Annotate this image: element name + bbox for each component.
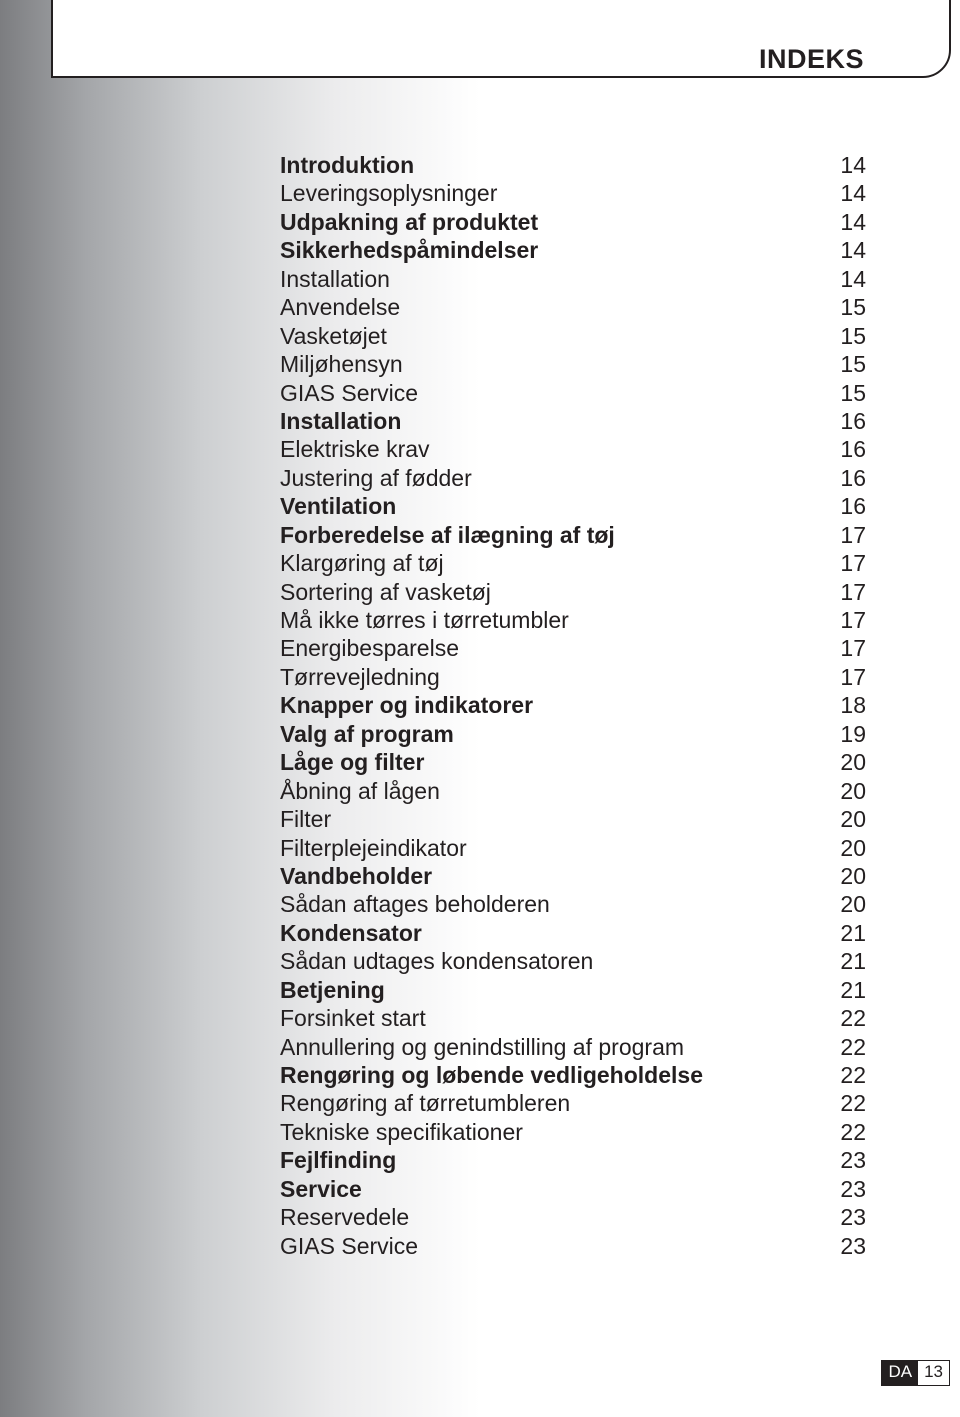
toc-entry-title: Filterplejeindikator [280, 834, 467, 861]
toc-entry-page: 15 [840, 322, 866, 349]
toc-entry-page: 16 [840, 407, 866, 434]
toc-entry-title: GIAS Service [280, 379, 419, 406]
toc-entry-title: Installation [280, 265, 390, 292]
toc-entry-page: 17 [840, 578, 866, 605]
toc-entry-title: Installation [280, 407, 402, 434]
toc-entry[interactable] [280, 265, 866, 293]
toc-entry-title: Forsinket start [280, 1005, 426, 1032]
toc-entry-page: 15 [840, 379, 866, 406]
toc-entry[interactable] [280, 748, 866, 776]
toc-entry[interactable] [280, 1203, 866, 1231]
toc-entry-title: Elektriske krav [280, 436, 430, 463]
toc-entry[interactable] [280, 322, 866, 350]
toc-entry[interactable] [280, 663, 866, 691]
toc-entry-page: 20 [840, 862, 866, 889]
toc-entry-page: 22 [840, 1062, 866, 1088]
toc-entry-page: 21 [840, 976, 866, 1003]
toc-entry-page: 16 [840, 436, 866, 463]
toc-entry-title: Vasketøjet [280, 322, 387, 349]
toc-entry-page: 23 [840, 1232, 866, 1259]
toc-entry-page: 22 [840, 1033, 866, 1060]
toc-entry-title: Sådan aftages beholderen [280, 891, 550, 918]
table-of-contents [280, 151, 866, 1260]
toc-entry-title: Service [280, 1175, 362, 1202]
toc-entry-title: Sortering af vasketøj [280, 578, 491, 605]
toc-entry[interactable] [280, 890, 866, 918]
toc-entry-page: 14 [840, 208, 866, 235]
toc-entry[interactable] [280, 834, 866, 862]
toc-entry[interactable] [280, 691, 866, 719]
toc-entry-title: Knapper og indikatorer [280, 692, 534, 719]
toc-entry-page: 17 [840, 663, 866, 690]
toc-entry-page: 21 [840, 919, 866, 946]
toc-entry-title: Sådan udtages kondensatoren [280, 948, 594, 975]
toc-entry-page: 21 [840, 948, 866, 975]
toc-entry-page: 14 [840, 265, 866, 292]
toc-entry-title: Tekniske specifikationer [280, 1118, 523, 1145]
toc-entry-page: 15 [840, 294, 866, 321]
toc-entry-page: 14 [840, 152, 866, 178]
toc-entry[interactable] [280, 805, 866, 833]
toc-entry-title: Rengøring og løbende vedligeholdelse [280, 1062, 703, 1088]
toc-entry[interactable] [280, 179, 866, 207]
toc-entry-page: 22 [840, 1118, 866, 1145]
toc-entry[interactable] [280, 1061, 866, 1089]
toc-entry-page: 20 [840, 749, 866, 776]
toc-entry[interactable] [280, 578, 866, 606]
toc-entry-title: Anvendelse [280, 294, 401, 321]
toc-entry-title: Klargøring af tøj [280, 550, 444, 577]
toc-entry[interactable] [280, 350, 866, 378]
toc-entry-title: Introduktion [280, 152, 415, 178]
toc-entry-page: 17 [840, 635, 866, 662]
toc-entry[interactable] [280, 435, 866, 463]
toc-entry-page: 22 [840, 1005, 866, 1032]
toc-entry-title: Annullering og genindstilling af program [280, 1033, 685, 1060]
toc-entry-title: Rengøring af tørretumbleren [280, 1090, 571, 1117]
toc-entry-title: Leveringsoplysninger [280, 180, 498, 207]
toc-entry[interactable] [280, 293, 866, 321]
toc-entry-title: Tørrevejledning [280, 663, 440, 690]
toc-entry-page: 20 [840, 891, 866, 918]
toc-entry-title: Sikkerhedspåmindelser [280, 237, 539, 264]
toc-entry-title: Åbning af lågen [280, 777, 440, 804]
toc-entry[interactable] [280, 634, 866, 662]
toc-entry-title: Udpakning af produktet [280, 208, 539, 235]
toc-entry[interactable] [280, 151, 866, 179]
toc-entry-title: Filter [280, 806, 332, 833]
toc-entry-title: Vandbeholder [280, 862, 433, 889]
toc-entry[interactable] [280, 407, 866, 435]
toc-entry-title: Kondensator [280, 919, 422, 946]
toc-entry-page: 18 [840, 692, 866, 719]
toc-entry-page: 20 [840, 806, 866, 833]
toc-entry-page: 23 [840, 1175, 866, 1202]
toc-entry[interactable] [280, 1175, 866, 1203]
toc-entry[interactable] [280, 379, 866, 407]
toc-entry-title: Ventilation [280, 493, 397, 520]
toc-entry-title: Forberedelse af ilægning af tøj [280, 521, 615, 548]
toc-entry-page: 14 [840, 237, 866, 264]
language-code: DA [882, 1361, 918, 1385]
toc-entry-page: 19 [840, 720, 866, 747]
toc-entry[interactable] [280, 492, 866, 520]
toc-entry-title: Justering af fødder [280, 464, 472, 491]
toc-entry[interactable] [280, 549, 866, 577]
toc-entry[interactable] [280, 1089, 866, 1117]
toc-entry-page: 17 [840, 550, 866, 577]
toc-entry-page: 15 [840, 351, 866, 378]
toc-entry-title: Må ikke tørres i tørretumbler [280, 607, 569, 633]
toc-entry-title: Energibesparelse [280, 635, 460, 662]
toc-entry-page: 23 [840, 1204, 866, 1231]
toc-entry-title: Miljøhensyn [280, 351, 403, 378]
toc-entry-page: 14 [840, 180, 866, 207]
toc-entry[interactable] [280, 1004, 866, 1032]
toc-entry-title: GIAS Service [280, 1232, 419, 1259]
page-title: INDEKS [758, 44, 864, 74]
toc-entry[interactable] [280, 919, 866, 947]
toc-entry-page: 17 [840, 607, 866, 633]
toc-entry-title: Låge og filter [280, 749, 425, 776]
toc-entry[interactable] [280, 1033, 866, 1061]
toc-entry[interactable] [280, 606, 866, 634]
toc-entry-page: 16 [840, 464, 866, 491]
toc-entry[interactable] [280, 521, 866, 549]
page-footer-badge [881, 1360, 950, 1386]
toc-entry[interactable] [280, 1118, 866, 1146]
toc-entry-page: 20 [840, 834, 866, 861]
toc-entry[interactable] [280, 976, 866, 1004]
toc-entry-page: 17 [840, 521, 866, 548]
toc-entry-title: Reservedele [280, 1204, 410, 1231]
toc-entry-title: Valg af program [280, 720, 454, 747]
toc-entry-title: Fejlfinding [280, 1147, 397, 1174]
toc-entry-page: 16 [840, 493, 866, 520]
toc-entry[interactable] [280, 1146, 866, 1174]
page-number: 13 [918, 1361, 949, 1385]
toc-entry[interactable] [280, 236, 866, 264]
toc-entry-title: Betjening [280, 976, 385, 1003]
toc-entry-page: 23 [840, 1147, 866, 1174]
toc-entry[interactable] [280, 1232, 866, 1260]
toc-entry[interactable] [280, 947, 866, 975]
toc-entry-page: 20 [840, 777, 866, 804]
toc-entry[interactable] [280, 464, 866, 492]
toc-entry[interactable] [280, 720, 866, 748]
toc-entry[interactable] [280, 777, 866, 805]
toc-entry[interactable] [280, 862, 866, 890]
toc-entry-page: 22 [840, 1090, 866, 1117]
toc-entry[interactable] [280, 208, 866, 236]
